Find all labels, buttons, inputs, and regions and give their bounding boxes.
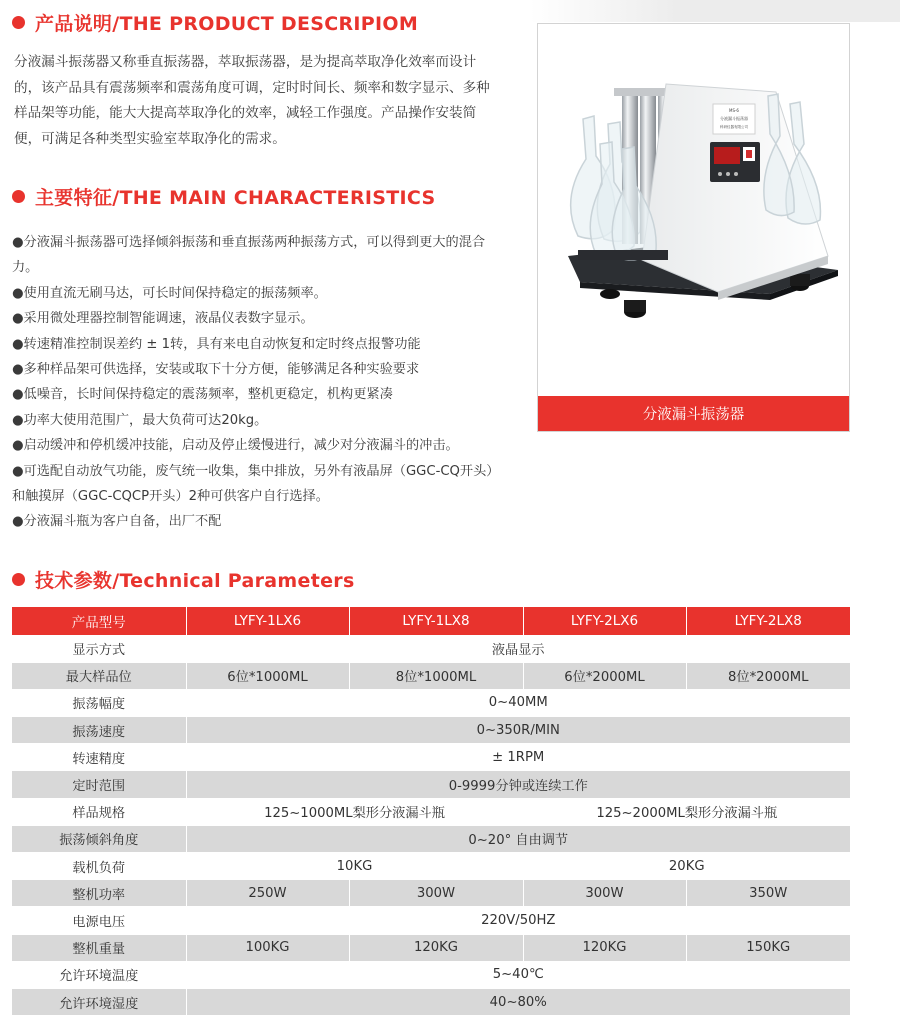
row-label: 样品规格 xyxy=(12,798,186,825)
row-label: 允许环境湿度 xyxy=(12,988,186,1015)
row-label: 整机功率 xyxy=(12,880,186,907)
feature-item: ●使用直流无刷马达，可长时间保持稳定的振荡频率。 xyxy=(12,285,327,301)
product-intro: 分液漏斗振荡器又称垂直振荡器，萃取振荡器，是为提高萃取净化效率而设计的，该产品具有震荡频率和震荡角度可调，定时时间长、频率和数字显示、多种样品架等功能，能大大提高萃取净化的效率，减轻工作强度。产品操作安装简便，可满足各种类型实验室萃取净化的需求。 xyxy=(14,54,490,147)
row-label: 转速精度 xyxy=(12,744,186,771)
table-cell: 6位*1000ML xyxy=(186,662,349,689)
feature-item: ●分液漏斗瓶为客户自备，出厂不配 xyxy=(12,514,222,530)
table-cell: 150KG xyxy=(686,934,850,961)
parameters-table xyxy=(12,607,850,1016)
row-label: 显示方式 xyxy=(12,635,186,662)
feature-item: ●可选配自动放气功能，废气统一收集，集中排放，另外有液晶屏（GGC-CQ开头）和触摸屏（GGC-CQCP开头）2种可供客户自行选择。 xyxy=(12,463,500,505)
table-header-row xyxy=(12,607,850,635)
panel-name-text: 分液漏斗振荡器 xyxy=(720,116,748,121)
product-photo-card xyxy=(537,23,850,432)
header-decoration xyxy=(530,0,900,22)
table-row xyxy=(12,880,850,907)
section-title-features xyxy=(12,181,435,211)
table-row xyxy=(12,825,850,852)
shaker-illustration xyxy=(538,24,849,397)
row-label: 振荡倾斜角度 xyxy=(12,825,186,852)
table-cell: 40~80% xyxy=(186,988,850,1015)
table-header-cell: LYFY-1LX6 xyxy=(186,607,349,635)
table-body xyxy=(12,635,850,1016)
table-cell: 250W xyxy=(186,880,349,907)
table-header-cell: LYFY-1LX8 xyxy=(349,607,523,635)
row-label: 定时范围 xyxy=(12,771,186,798)
feature-item: ●转速精准控制误差约 ± 1转，具有来电自动恢复和定时终点报警功能 xyxy=(12,336,421,352)
table-cell: 220V/50HZ xyxy=(186,907,850,934)
table-cell: 300W xyxy=(523,880,686,907)
feature-item: ●多种样品架可供选择，安装或取下十分方便，能够满足各种实验要求 xyxy=(12,362,420,378)
table-cell: 0-9999分钟或连续工作 xyxy=(186,771,850,798)
table-cell: 液晶显示 xyxy=(186,635,850,662)
table-cell: 6位*2000ML xyxy=(523,662,686,689)
panel-maker-text: 科研仪器有限公司 xyxy=(720,125,748,129)
row-label: 振荡速度 xyxy=(12,717,186,744)
table-cell: 5~40℃ xyxy=(186,961,850,988)
row-label: 载机负荷 xyxy=(12,853,186,880)
table-row xyxy=(12,961,850,988)
feature-item: ●启动缓冲和停机缓冲技能，启动及停止缓慢进行，减少对分液漏斗的冲击。 xyxy=(12,438,459,454)
table-row xyxy=(12,934,850,961)
section-title-params xyxy=(12,564,355,594)
table-cell: 10KG xyxy=(186,853,523,880)
row-label: 最大样品位 xyxy=(12,662,186,689)
feature-item: ●分液漏斗振荡器可选择倾斜振荡和垂直振荡两种振荡方式，可以得到更大的混合力。 xyxy=(12,235,486,276)
feature-list xyxy=(12,230,504,535)
table-cell: 8位*2000ML xyxy=(686,662,850,689)
table-cell: 100KG xyxy=(186,934,349,961)
table-cell: ± 1RPM xyxy=(186,744,850,771)
table-row xyxy=(12,635,850,662)
table-row xyxy=(12,907,850,934)
row-label: 整机重量 xyxy=(12,934,186,961)
table-cell: 300W xyxy=(349,880,523,907)
section-title-text: 主要特征/THE MAIN CHARACTERISTICS xyxy=(35,186,436,209)
table-row xyxy=(12,853,850,880)
bullet-dot-icon xyxy=(12,190,25,203)
row-label: 电源电压 xyxy=(12,907,186,934)
table-header-cell: LYFY-2LX8 xyxy=(686,607,850,635)
row-label: 振荡幅度 xyxy=(12,689,186,716)
table-cell: 0~350R/MIN xyxy=(186,717,850,744)
table-cell: 8位*1000ML xyxy=(349,662,523,689)
table-cell: 125~1000ML梨形分液漏斗瓶 xyxy=(186,798,523,825)
section-title-product xyxy=(12,7,418,37)
table-header-cell: LYFY-2LX6 xyxy=(523,607,686,635)
feature-item: ●采用微处理器控制智能调速，液晶仪表数字显示。 xyxy=(12,311,314,327)
bullet-dot-icon xyxy=(12,573,25,586)
section-title-text: 产品说明/THE PRODUCT DESCRIPIOM xyxy=(35,12,419,35)
table-cell: 120KG xyxy=(523,934,686,961)
table-row xyxy=(12,798,850,825)
table-header-cell: 产品型号 xyxy=(12,607,186,635)
product-image xyxy=(538,24,849,397)
feature-item: ●功率大使用范围广，最大负荷可达20kg。 xyxy=(12,412,268,428)
row-label: 允许环境温度 xyxy=(12,961,186,988)
table-row xyxy=(12,689,850,716)
table-cell: 0~20° 自由调节 xyxy=(186,825,850,852)
table-cell: 120KG xyxy=(349,934,523,961)
section-title-text: 技术参数/Technical Parameters xyxy=(35,569,355,592)
table-cell: 0~40MM xyxy=(186,689,850,716)
table-row xyxy=(12,662,850,689)
table-cell: 20KG xyxy=(523,853,850,880)
table-row xyxy=(12,988,850,1015)
table-cell: 125~2000ML梨形分液漏斗瓶 xyxy=(523,798,850,825)
table-row xyxy=(12,717,850,744)
table-row xyxy=(12,744,850,771)
photo-caption: 分液漏斗振荡器 xyxy=(538,396,849,431)
table-row xyxy=(12,771,850,798)
panel-model-text: MS-6 xyxy=(729,108,739,113)
bullet-dot-icon xyxy=(12,16,25,29)
feature-item: ●低噪音，长时间保持稳定的震荡频率，整机更稳定，机构更紧凑 xyxy=(12,387,393,403)
table-cell: 350W xyxy=(686,880,850,907)
